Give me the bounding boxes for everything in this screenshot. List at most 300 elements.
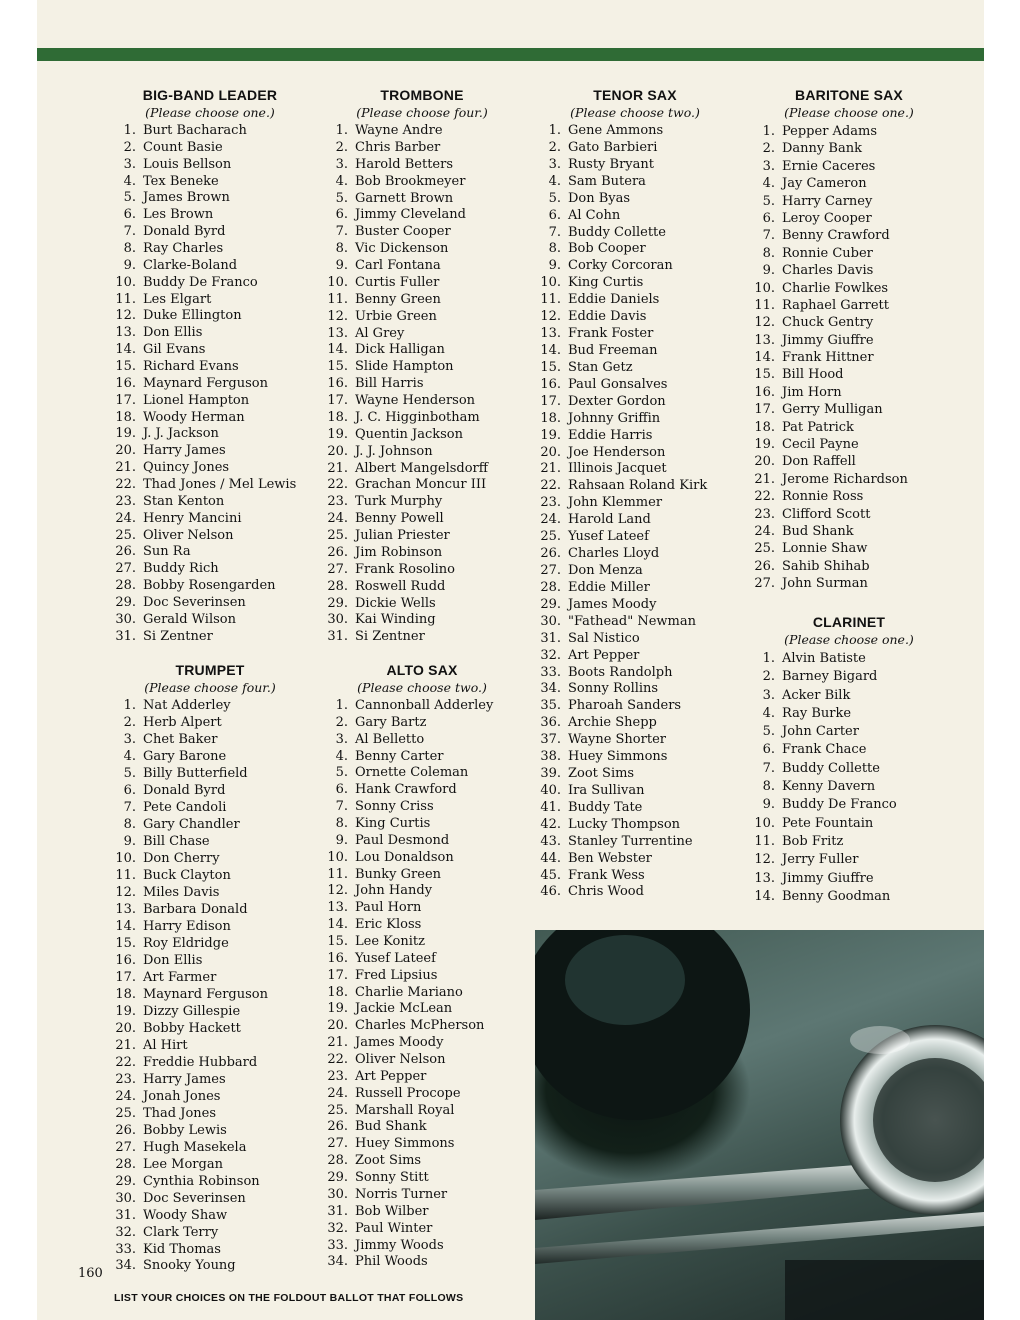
nominee-name: James Brown [143,190,230,206]
nominee-name: Bud Freeman [568,342,658,358]
section-instruction: (Please choose two.) [570,105,700,120]
nominee-number: 5. [335,765,348,781]
nominee-name: Charlie Fowlkes [782,280,889,296]
nominee-item [110,258,310,275]
nominee-item [110,157,310,174]
nominee-item [110,902,310,919]
nominee-name: Don Menza [568,562,643,578]
nominee-name: Stan Kenton [143,493,225,509]
nominee-item [535,258,735,275]
nominee-item [535,580,735,597]
nominee-item [322,985,522,1002]
nominee-name: Garnett Brown [355,190,454,206]
nominee-number: 11. [540,292,561,308]
nominee-name: J. C. Higginbotham [355,409,480,425]
nominee-item [110,494,310,511]
nominee-item [322,612,522,629]
nominee-number: 11. [754,297,775,313]
nominee-number: 20. [327,443,348,459]
nominee-number: 43. [540,833,561,849]
nominee-name: Jimmy Cleveland [355,207,466,223]
nominee-item [749,540,949,557]
nominee-item [322,1254,522,1271]
nominee-number: 30. [540,613,561,629]
nominee-number: 21. [115,1037,136,1053]
nominee-item [535,461,735,478]
nominee-name: Pepper Adams [782,124,877,139]
nominee-name: Miles Davis [143,884,220,900]
nominee-number: 9. [762,797,775,813]
nominee-number: 15. [754,367,775,383]
nominee-name: Chris Wood [568,884,644,900]
nominee-name: Gerald Wilson [143,611,236,627]
nominee-name: Bill Hood [782,367,844,383]
nominee-name: Louis Bellson [143,156,232,172]
nominee-number: 4. [762,176,775,192]
nominee-number: 1. [762,651,775,666]
nominee-item [535,648,735,665]
nominee-number: 29. [115,595,136,611]
nominee-name: Bobby Lewis [143,1122,227,1138]
nominee-number: 7. [123,799,136,815]
nominee-number: 17. [540,393,561,409]
nominee-number: 19. [327,1001,348,1017]
nominee-number: 9. [335,832,348,848]
nominee-item [749,705,949,723]
nominee-number: 8. [335,241,348,257]
nominee-item [535,360,735,377]
nominee-number: 28. [540,579,561,595]
section-instruction: (Please choose one.) [145,105,275,120]
nominee-item [110,376,310,393]
nominee-item [322,596,522,613]
nominee-item [322,900,522,917]
trumpet-tube-lower [535,1212,984,1264]
nominee-name: Art Pepper [355,1068,427,1084]
nominee-item [322,1170,522,1187]
nominee-number: 31. [327,1203,348,1219]
nominee-name: Phil Woods [355,1254,428,1270]
nominee-name: Bob Brookmeyer [355,173,466,189]
nominee-name: Johnny Griffin [568,410,661,426]
nominee-number: 34. [115,1258,136,1274]
nominee-name: Bobby Rosengarden [143,578,276,594]
nominee-item [535,478,735,495]
nominee-number: 8. [762,245,775,261]
nominee-number: 27. [327,561,348,577]
nominee-number: 5. [548,190,561,206]
nominee-item [110,732,310,749]
nominee-item [322,765,522,782]
nominee-item [322,732,522,749]
nominee-number: 4. [335,748,348,764]
nominee-number: 3. [123,731,136,747]
nominee-item [322,1018,522,1035]
nominee-name: Charles Lloyd [568,546,660,562]
nominee-name: Alvin Batiste [782,651,866,666]
nominee-name: Buddy De Franco [143,274,258,290]
nominee-item [322,292,522,309]
nominee-number: 20. [115,1020,136,1036]
nominee-item [322,157,522,174]
nominee-item [322,951,522,968]
nominee-number: 29. [115,1173,136,1189]
nominee-name: Les Elgart [143,291,212,307]
nominee-item [110,477,310,494]
nominee-item [749,870,949,888]
nominee-name: Thad Jones [143,1105,217,1121]
nominee-number: 14. [115,918,136,934]
nominee-item [535,631,735,648]
nominee-number: 13. [754,870,775,886]
nominee-item [110,140,310,157]
nominee-name: Cannonball Adderley [355,698,494,713]
nominee-item [749,778,949,796]
nominee-number: 25. [327,528,348,543]
nominee-number: 7. [548,224,561,240]
section-tenor-sax [535,86,735,901]
nominee-name: Lou Donaldson [355,849,454,865]
nominee-item [749,245,949,262]
nominee-name: Harold Betters [355,156,454,172]
nominee-number: 21. [115,460,136,476]
nominee-item [322,410,522,427]
nominee-item [322,867,522,884]
nominee-name: Don Ellis [143,325,203,341]
nominee-number: 18. [540,410,561,426]
nominee-item [110,1106,310,1123]
nominee-name: John Surman [782,576,868,592]
nominee-item [749,314,949,331]
nominee-number: 17. [115,392,136,408]
nominee-number: 26. [754,558,775,574]
nominee-number: 18. [115,409,136,425]
nominee-item [110,1174,310,1191]
nominee-number: 31. [115,1207,136,1223]
nominee-name: Buddy Tate [568,799,643,815]
nominee-item [749,668,949,686]
nominee-item [749,419,949,436]
section-title: TENOR SAX [593,87,677,103]
nominee-item [322,258,522,275]
nominee-name: J. J. Johnson [355,443,433,459]
nominee-item [535,766,735,783]
nominee-name: Nat Adderley [143,698,231,713]
nominee-number: 24. [327,1085,348,1101]
nominee-name: Gato Barbieri [568,139,658,155]
nominee-item [322,545,522,562]
nominee-item [749,436,949,453]
nominee-name: Hugh Masekela [143,1139,247,1155]
nominee-item [322,917,522,934]
nominee-number: 24. [327,511,348,527]
nominee-item [110,393,310,410]
nominee-item [110,919,310,936]
nominee-item [110,1258,310,1275]
nominee-item [749,650,949,668]
nominee-item [110,241,310,258]
nominee-name: Paul Gonsalves [568,376,668,392]
nominee-item [110,1055,310,1072]
nominee-name: Benny Crawford [782,228,890,244]
nominee-number: 11. [754,833,775,849]
nominee-number: 20. [540,444,561,460]
nominee-item [110,460,310,477]
nominee-name: Harold Land [568,512,651,528]
nominee-number: 22. [327,477,348,493]
nominee-item [110,868,310,885]
nominee-item [749,384,949,401]
nominee-number: 12. [754,852,775,868]
nominee-number: 11. [327,291,348,307]
nominee-name: Clark Terry [143,1224,219,1240]
nominee-number: 8. [548,241,561,257]
nominee-name: Bob Fritz [782,833,844,849]
nominee-name: Boots Randolph [568,664,673,680]
nominee-name: Bunky Green [355,866,442,882]
nominee-item [535,411,735,428]
nominee-number: 6. [123,782,136,798]
nominee-item [110,851,310,868]
nominee-number: 21. [754,471,775,487]
nominee-name: Jim Horn [782,384,842,400]
nominee-item [110,561,310,578]
nominee-item [535,495,735,512]
bell-reflection [850,1026,910,1054]
nominee-item [535,326,735,343]
nominee-number: 19. [327,426,348,442]
nominee-name: Dickie Wells [355,595,436,611]
nominee-number: 30. [327,612,348,628]
nominee-number: 16. [540,376,561,392]
nominee-number: 27. [327,1136,348,1152]
nominee-name: Al Belletto [355,731,425,747]
nominee-item [535,597,735,614]
nominee-item [110,749,310,766]
nominee-name: Maynard Ferguson [143,986,268,1002]
nominee-name: Cynthia Robinson [143,1173,260,1189]
nominee-name: Jerome Richardson [782,471,908,487]
nominee-number: 30. [115,611,136,627]
nominee-name: Ronnie Ross [782,489,864,505]
nominee-item [322,833,522,850]
nominee-name: Julian Priester [355,528,450,543]
nominee-number: 14. [115,342,136,358]
nominee-item [749,815,949,833]
nominee-name: Sonny Stitt [355,1170,429,1186]
nominee-item [110,1123,310,1140]
nominee-number: 6. [762,210,775,226]
nominee-item [749,575,949,592]
nominee-number: 10. [115,274,136,290]
nominee-item [110,1191,310,1208]
nominee-number: 29. [540,596,561,612]
nominee-name: Bob Wilber [355,1203,429,1219]
nominee-name: Chris Barber [355,139,441,155]
nominee-name: Maynard Ferguson [143,375,268,391]
nominee-item [322,934,522,951]
nominee-number: 33. [540,664,561,680]
nominee-item [110,1089,310,1106]
nominee-number: 40. [540,782,561,798]
nominee-name: John Carter [782,724,859,740]
nominee-number: 15. [540,359,561,375]
nominee-number: 9. [335,258,348,273]
nominee-number: 8. [123,816,136,832]
nominee-number: 12. [327,883,348,899]
nominee-name: Frank Chace [782,742,867,758]
nominee-number: 21. [327,460,348,476]
nominee-name: Sahib Shihab [782,558,870,574]
nominee-number: 7. [762,228,775,244]
nominee-number: 2. [762,141,775,157]
nominee-number: 6. [548,207,561,223]
section-title: CLARINET [812,614,886,630]
nominee-item [322,1052,522,1069]
nominee-number: 12. [754,315,775,331]
nominee-number: 15. [115,935,136,951]
nominee-name: Paul Desmond [355,832,450,848]
nominee-item [110,766,310,783]
nominee-name: Thad Jones / Mel Lewis [143,477,297,493]
nominee-name: Quincy Jones [143,460,230,476]
nominee-number: 37. [540,732,561,748]
nominee-name: Rahsaan Roland Kirk [568,478,708,494]
nominee-number: 1. [762,124,775,139]
nominee-item [322,342,522,359]
nominee-item [749,741,949,759]
nominee-name: Raphael Garrett [782,297,889,313]
section-baritone-sax [749,86,949,593]
nominee-item [322,715,522,732]
nominee-name: Dick Halligan [355,342,445,358]
nominee-item [535,732,735,749]
nominee-name: Jerry Fuller [782,852,859,868]
nominee-number: 24. [754,523,775,539]
nominee-number: 11. [327,866,348,882]
nominee-number: 45. [540,867,561,883]
nominee-number: 6. [123,207,136,223]
nominee-number: 10. [115,850,136,866]
nominee-number: 2. [123,714,136,730]
nominee-name: Carl Fontana [355,258,441,273]
nominee-name: Benny Powell [355,511,444,527]
nominee-list [110,698,310,1275]
nominee-name: Charles Davis [782,263,874,279]
section-instruction: (Please choose one.) [784,632,914,647]
nominee-item [110,325,310,342]
nominee-item [535,749,735,766]
nominee-name: Sam Butera [568,173,646,189]
nominee-number: 16. [115,375,136,391]
nominee-number: 29. [327,1170,348,1186]
nominee-item [535,377,735,394]
nominee-number: 28. [327,1153,348,1169]
nominee-name: Urbie Green [355,308,437,324]
nominee-item [749,558,949,575]
nominee-number: 14. [540,342,561,358]
nominee-name: Ornette Coleman [355,765,469,781]
nominee-name: Zoot Sims [355,1153,422,1169]
nominee-number: 3. [335,156,348,172]
nominee-item [322,562,522,579]
nominee-item [535,343,735,360]
highlight-shape [565,935,685,1025]
nominee-item [535,546,735,563]
nominee-name: Jimmy Woods [355,1237,444,1253]
nominee-name: Bud Shank [355,1119,427,1135]
nominee-item [322,326,522,343]
nominee-name: King Curtis [568,275,644,291]
nominee-number: 22. [115,477,136,493]
nominee-item [110,1038,310,1055]
nominee-name: Lee Konitz [355,934,425,950]
section-instruction: (Please choose one.) [784,105,914,120]
nominee-name: Al Cohn [568,207,621,223]
nominee-name: Jim Robinson [355,544,443,560]
nominee-number: 5. [762,193,775,209]
nominee-name: Acker Bilk [782,687,851,703]
nominee-number: 31. [115,628,136,644]
trumpet-illustration [535,930,984,1320]
nominee-name: Doc Severinsen [143,1190,246,1206]
nominee-item [322,1153,522,1170]
nominee-name: Count Basie [143,139,223,155]
nominee-number: 5. [123,765,136,781]
nominee-name: Buster Cooper [355,224,451,240]
nominee-list [322,698,522,1271]
nominee-number: 33. [327,1237,348,1253]
nominee-list [749,650,949,906]
nominee-number: 1. [123,698,136,713]
nominee-item [749,796,949,814]
nominee-number: 13. [540,326,561,342]
nominee-name: Barbara Donald [143,901,248,917]
nominee-name: Si Zentner [143,628,213,644]
trumpet-closeup-photo [535,930,984,1320]
nominee-name: Don Cherry [143,850,220,866]
nominee-name: Henry Mancini [143,510,242,526]
nominee-item [535,292,735,309]
nominee-name: James Moody [355,1035,444,1051]
nominee-name: Ben Webster [568,850,652,866]
nominee-item [322,799,522,816]
nominee-name: Doc Severinsen [143,595,246,611]
nominee-name: Albert Mangelsdorff [355,460,489,476]
nominee-number: 19. [115,426,136,442]
nominee-number: 14. [754,888,775,904]
nominee-number: 33. [115,1241,136,1257]
nominee-number: 17. [754,402,775,418]
nominee-item [535,123,735,140]
nominee-name: Benny Goodman [782,888,891,904]
nominee-item [110,817,310,834]
nominee-name: Rusty Bryant [568,156,654,172]
nominee-item [749,833,949,851]
nominee-item [110,1242,310,1259]
nominee-item [110,528,310,545]
nominee-name: Pete Candoli [143,799,227,815]
nominee-name: Art Farmer [143,969,217,985]
nominee-number: 3. [762,158,775,174]
nominee-item [535,512,735,529]
nominee-name: Lucky Thompson [568,816,681,832]
nominee-number: 10. [327,274,348,290]
nominee-item [749,523,949,540]
nominee-name: J. J. Jackson [143,426,219,442]
nominee-number: 24. [115,510,136,526]
nominee-item [110,953,310,970]
